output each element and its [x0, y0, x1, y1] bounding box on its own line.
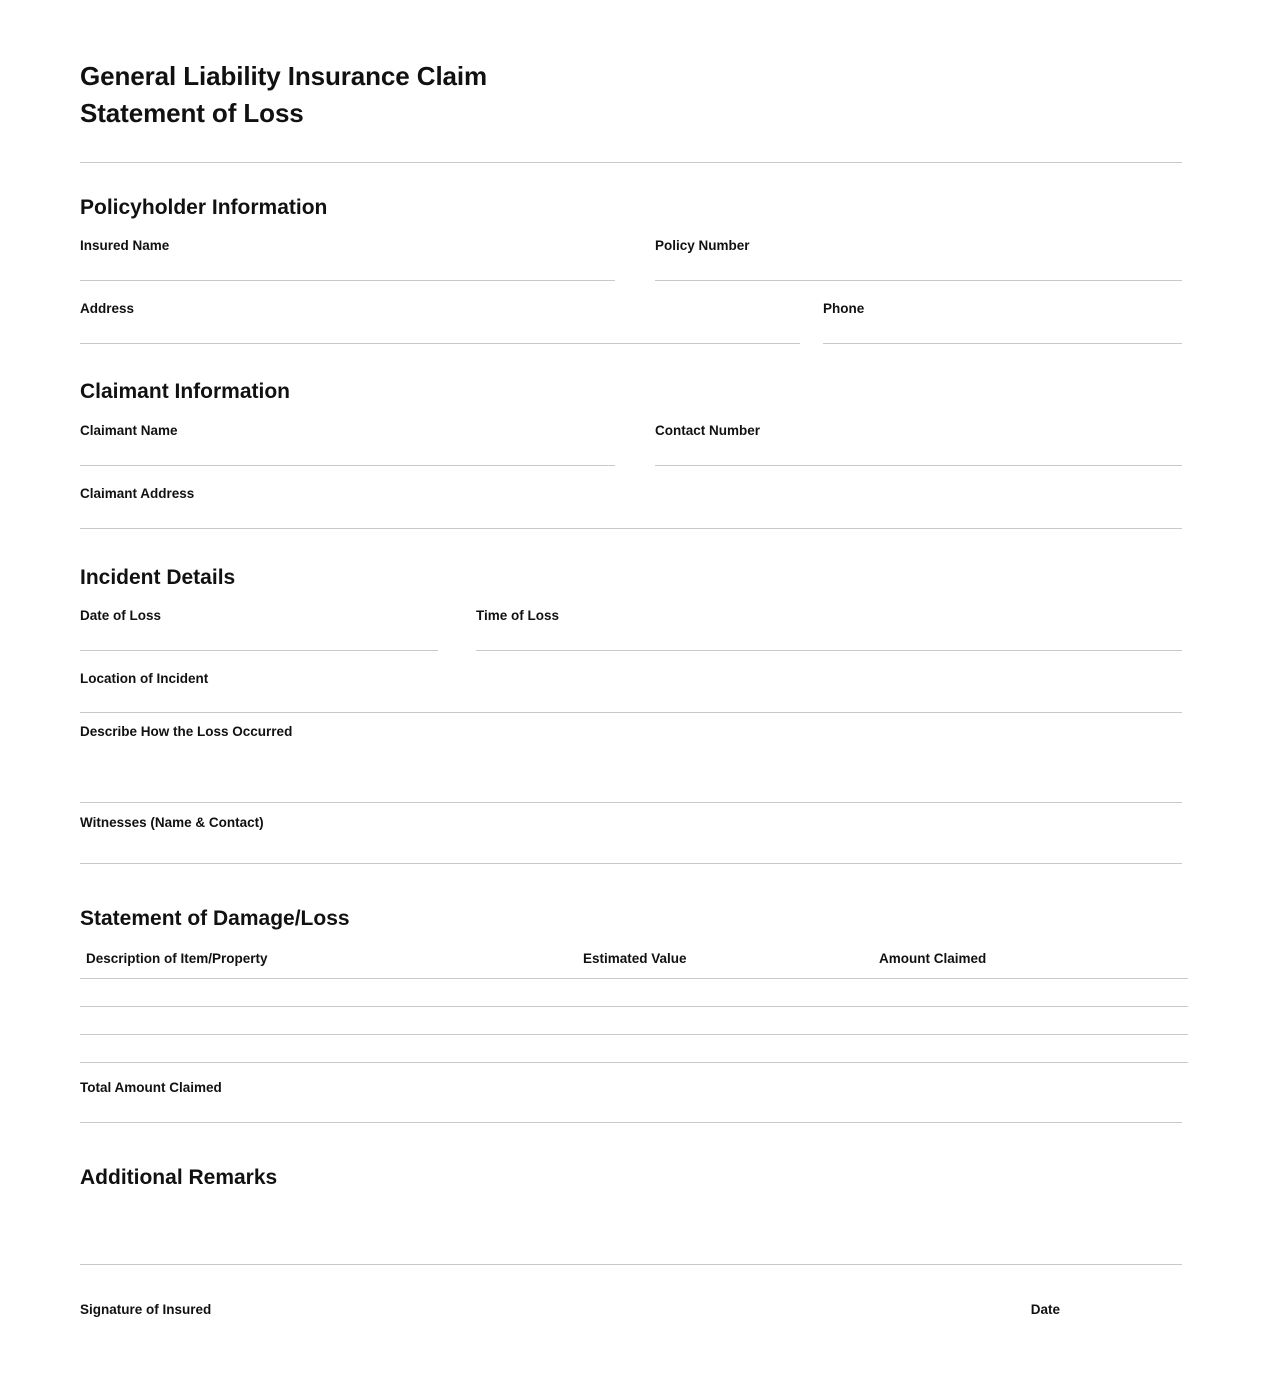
column-header-estimated-value: Estimated Value — [583, 951, 879, 979]
label-describe-loss: Describe How the Loss Occurred — [80, 723, 293, 739]
signature-row — [80, 1302, 1182, 1318]
section-heading-claimant: Claimant Information — [80, 380, 291, 404]
field-claimant-name — [80, 423, 615, 466]
field-date-of-loss — [80, 608, 438, 651]
field-contact-number — [655, 423, 1182, 466]
cell-estimated-value[interactable] — [583, 1007, 879, 1035]
column-header-amount-claimed: Amount Claimed — [879, 951, 1188, 979]
field-additional-remarks — [80, 1202, 1182, 1265]
page-title-line-1: General Liability Insurance Claim — [80, 61, 488, 91]
label-address: Address — [80, 301, 135, 317]
input-location-of-incident[interactable] — [80, 712, 1182, 713]
label-signature-of-insured: Signature of Insured — [80, 1302, 212, 1318]
cell-estimated-value[interactable] — [583, 979, 879, 1007]
column-header-description: Description of Item/Property — [80, 951, 583, 979]
label-claimant-address: Claimant Address — [80, 485, 195, 501]
document-content — [80, 0, 1182, 1319]
cell-description[interactable] — [80, 979, 583, 1007]
table-header-row — [80, 951, 1188, 979]
label-claimant-name: Claimant Name — [80, 422, 178, 438]
policyholder-row-2 — [80, 301, 1182, 344]
label-time-of-loss: Time of Loss — [476, 608, 560, 624]
section-heading-policyholder: Policyholder Information — [80, 195, 328, 219]
table-row — [80, 1007, 1188, 1035]
table-row — [80, 1035, 1188, 1063]
section-heading-remarks: Additional Remarks — [80, 1166, 278, 1190]
table-row — [80, 979, 1188, 1007]
section-heading-incident: Incident Details — [80, 565, 236, 589]
input-total-amount-claimed[interactable] — [80, 1122, 1182, 1123]
field-location-of-incident — [80, 671, 1182, 712]
damage-table-body — [80, 979, 1188, 1063]
input-address[interactable] — [80, 343, 800, 344]
claimant-row-1 — [80, 423, 1182, 466]
input-insured-name[interactable] — [80, 280, 615, 281]
label-contact-number: Contact Number — [655, 422, 761, 438]
label-date-of-loss: Date of Loss — [80, 608, 162, 624]
input-contact-number[interactable] — [655, 465, 1182, 466]
cell-amount-claimed[interactable] — [879, 1007, 1188, 1035]
input-claimant-name[interactable] — [80, 465, 615, 466]
page-title — [80, 0, 1182, 132]
cell-estimated-value[interactable] — [583, 1035, 879, 1063]
input-date-of-loss[interactable] — [80, 650, 438, 651]
label-total-amount-claimed: Total Amount Claimed — [80, 1080, 222, 1096]
label-insured-name: Insured Name — [80, 238, 170, 253]
cell-amount-claimed[interactable] — [879, 1035, 1188, 1063]
field-insured-name — [80, 238, 615, 281]
input-phone[interactable] — [823, 343, 1182, 344]
label-phone: Phone — [823, 301, 865, 317]
input-describe-loss[interactable] — [80, 740, 1182, 803]
section-heading-damage: Statement of Damage/Loss — [80, 906, 350, 930]
input-witnesses[interactable] — [80, 831, 1182, 864]
title-divider — [80, 162, 1182, 163]
label-policy-number: Policy Number — [655, 238, 750, 253]
label-signature-date: Date — [1030, 1302, 1060, 1318]
input-additional-remarks[interactable] — [80, 1202, 1182, 1265]
field-describe-loss — [80, 724, 1182, 803]
page-title-line-2: Statement of Loss — [80, 97, 304, 128]
label-location-of-incident: Location of Incident — [80, 671, 209, 687]
field-phone — [823, 301, 1182, 344]
field-total-amount-claimed — [80, 1080, 1182, 1123]
input-claimant-address[interactable] — [80, 528, 1182, 529]
field-address — [80, 301, 800, 344]
label-witnesses: Witnesses (Name & Contact) — [80, 814, 264, 830]
policyholder-row-1 — [80, 238, 1182, 281]
field-time-of-loss — [476, 608, 1182, 651]
damage-table-header — [80, 951, 1188, 979]
damage-table — [80, 951, 1188, 1063]
cell-amount-claimed[interactable] — [879, 979, 1188, 1007]
field-claimant-address — [80, 486, 1182, 529]
input-policy-number[interactable] — [655, 280, 1182, 281]
input-time-of-loss[interactable] — [476, 650, 1182, 651]
field-witnesses — [80, 815, 1182, 864]
field-policy-number — [655, 238, 1182, 281]
cell-description[interactable] — [80, 1035, 583, 1063]
cell-description[interactable] — [80, 1007, 583, 1035]
incident-row-1 — [80, 608, 1182, 651]
